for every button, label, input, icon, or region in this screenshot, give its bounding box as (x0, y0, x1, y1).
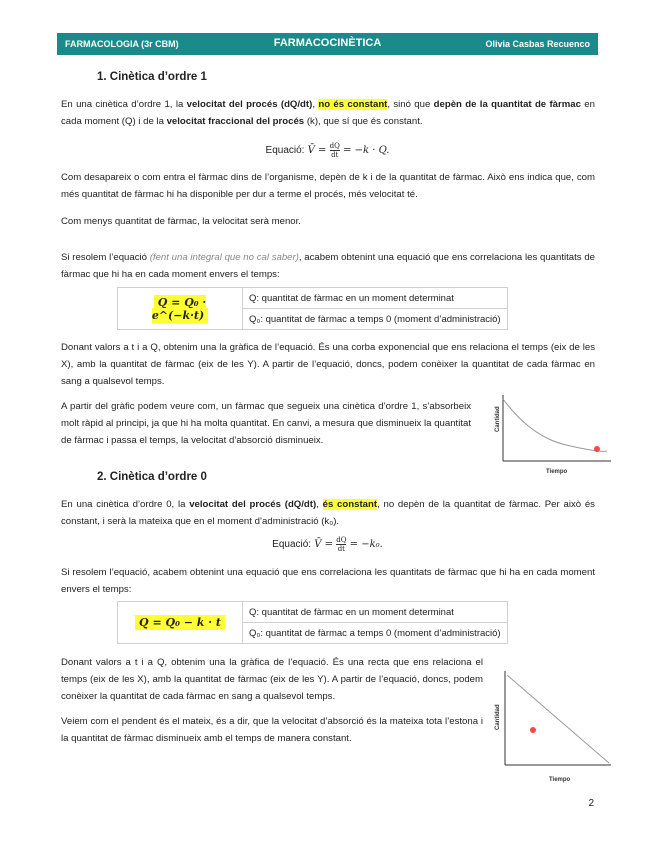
section1-paragraph2: Com desapareix o com entra el fàrmac dins de l’organisme, depèn de k i de la quantitat de fàrmac. Això ens indica que, com més quantitat de fàrmac hi ha disponible per dur a terme el procés, més velocitat té. (61, 172, 595, 200)
section2-formula: Q = Q₀ − k · t (135, 615, 225, 630)
section1-graph-xlabel: Tiempo (546, 469, 568, 475)
section1-paragraph6: A partir del gràfic podem veure com, un fàrmac que segueix una cinètica d’ordre 1, s’absorbeix molt ràpid al principi, ja que hi ha molta quantitat. En canvi, a mesura que disminueix la quantitat de fàrmac i passa el temps, la velocitat d’absorció disminueix. (61, 401, 471, 446)
section1-title: 1. Cinètica d’ordre 1 (97, 71, 207, 83)
section1-paragraph5: Donant valors a t i a Q, obtenim una la gràfica de l’equació. És una corba exponencial que ens relaciona el temps (eix de les X), amb la quantitat de fàrmac (eix de les Y). A partir de l’equació, doncs, podem conèixer la quantitat de cada fàrmac en sang a qualsevol temps. (61, 342, 595, 387)
header-author: Olivia Casbas Recuenco (485, 39, 590, 49)
section2-equation: Equació: V̄ = $\frac{dQ}{dt}$ = −k₀. (272, 536, 383, 553)
section2-paragraph4: Veiem com el pendent és el mateix, és a dir, que la velocitat d’absorció és la mateixa tota l’estona i la quantitat de fàrmac disminueix amb el temps de manera constant. (61, 716, 483, 744)
section2-paragraph2: Si resolem l’equació, acabem obtenint una equació que ens correlaciona les quantitats de fàrmac que hi ha en cada moment envers el temps: (61, 567, 595, 595)
section1-equation: Equació: V̄ = $\frac{dQ}{dt}$ = −k · Q. (265, 142, 390, 159)
section1-graph-ylabel: Cantidad (495, 406, 501, 432)
page-header (57, 33, 598, 55)
section2-line-graph (491, 665, 615, 789)
section2-definition-table (117, 601, 508, 644)
section1-paragraph4: Si resolem l’equació (fent una integral que no cal saber), acabem obtenint una equació que ens correlaciona les quantitats de fàrmac que hi ha en cada moment envers el temps: (61, 252, 595, 280)
section2-paragraph1: En una cinètica d’ordre 0, la velocitat del procés (dQ/dt), és constant, no depèn de la quantitat de fàrmac. Per això és constant, i serà la mateixa que en el moment d’administració (k₀). (61, 499, 595, 527)
section2-graph-xlabel: Tiempo (549, 777, 571, 783)
section1-def-q: Q: quantitat de fàrmac en un moment determinat (243, 288, 508, 309)
header-course: FARMACOLOGIA (3r CBM) (65, 39, 179, 49)
section2-def-q0: Q₀: quantitat de fàrmac a temps 0 (moment d’administració) (243, 623, 508, 644)
section1-formula: Q = Q₀ · e^(−k·t) (151, 295, 207, 322)
section2-title: 2. Cinètica d’ordre 0 (97, 471, 207, 483)
section1-definition-table (117, 287, 508, 330)
section1-paragraph3: Com menys quantitat de fàrmac, la velocitat serà menor. (61, 216, 301, 227)
section1-def-q0: Q₀: quantitat de fàrmac a temps 0 (moment d’administració) (243, 309, 508, 330)
section1-paragraph1: En una cinètica d’ordre 1, la velocitat del procés (dQ/dt), no és constant, sinó que depèn de la quantitat de fàrmac en cada moment (Q) i de la velocitat fraccional del procés (k), que sí que és constant. (61, 99, 595, 127)
header-title: FARMACOCINÈTICA (273, 37, 382, 49)
section2-def-q: Q: quantitat de fàrmac en un moment determinat (243, 602, 508, 623)
section1-curve-graph (491, 377, 615, 477)
section2-paragraph3: Donant valors a t i a Q, obtenim una la gràfica de l’equació. És una recta que ens relaciona el temps (eix de les X), amb la quantitat de fàrmac (eix de les Y). A partir de l’equació, doncs, podem conèixer la quantitat de cada fàrmac en sang a qualsevol temps. (61, 657, 483, 702)
section2-graph-ylabel: Cantidad (495, 704, 501, 730)
page-number: 2 (588, 798, 594, 809)
